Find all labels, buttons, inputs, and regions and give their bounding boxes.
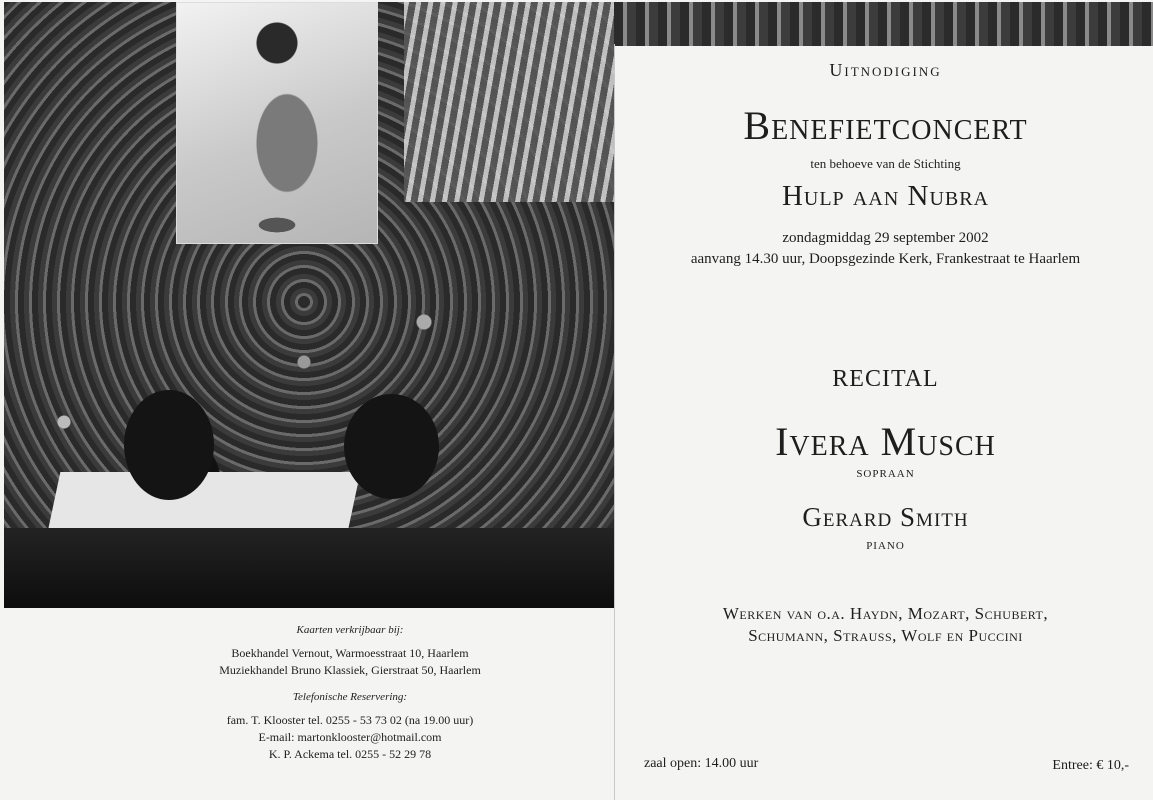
foundation-name: Hulp aan Nubra — [781, 180, 990, 212]
stage-area — [48, 472, 361, 532]
doors-open: zaal open: 14.00 uur — [644, 756, 759, 771]
performer-role: PIANO — [866, 540, 905, 552]
ticket-info — [120, 612, 580, 763]
event-date: zondagmiddag 29 september 2002 — [782, 230, 989, 246]
performer-name: Gerard Smith — [802, 502, 969, 532]
works-line: Schumann, Strauss, Wolf en Puccini — [748, 626, 1023, 645]
contact-line: K. P. Ackema tel. 0255 - 52 29 78 — [268, 747, 432, 761]
event-subtitle: ten behoeve van de Stichting — [810, 156, 961, 171]
front-seats — [4, 528, 614, 608]
audience-head — [124, 390, 214, 500]
performer-name: Ivera Musch — [775, 419, 996, 464]
phone-heading: Telefonische Reservering: — [292, 691, 408, 703]
works-line: Werken van o.a. Haydn, Mozart, Schubert, — [722, 604, 1049, 623]
entry-fee: Entree: € 10,- — [1052, 758, 1129, 773]
performer-role: SOPRAAN — [856, 468, 915, 480]
recital-label: RECITAL — [832, 366, 939, 392]
event-title: Benefietconcert — [743, 103, 1028, 148]
shop-line: Muziekhandel Bruno Klassiek, Gierstraat 50, Haarlem — [219, 663, 481, 677]
invitation-label: Uitnodiging — [829, 60, 942, 80]
contact-line: E-mail: martonklooster@hotmail.com — [258, 730, 442, 744]
contact-line: fam. T. Klooster tel. 0255 - 53 73 02 (na 19.00 uur) — [226, 713, 474, 727]
fold-divider — [614, 44, 615, 800]
tickets-heading: Kaarten verkrijbaar bij: — [296, 624, 404, 636]
inset-photo — [176, 2, 378, 244]
balcony-detail — [404, 2, 614, 202]
event-start: aanvang 14.30 uur, Doopsgezinde Kerk, Frankestraat te Haarlem — [690, 251, 1081, 267]
photo-strip — [614, 2, 1153, 46]
audience-head — [344, 394, 439, 499]
shop-line: Boekhandel Vernout, Warmoesstraat 10, Haarlem — [231, 646, 469, 660]
